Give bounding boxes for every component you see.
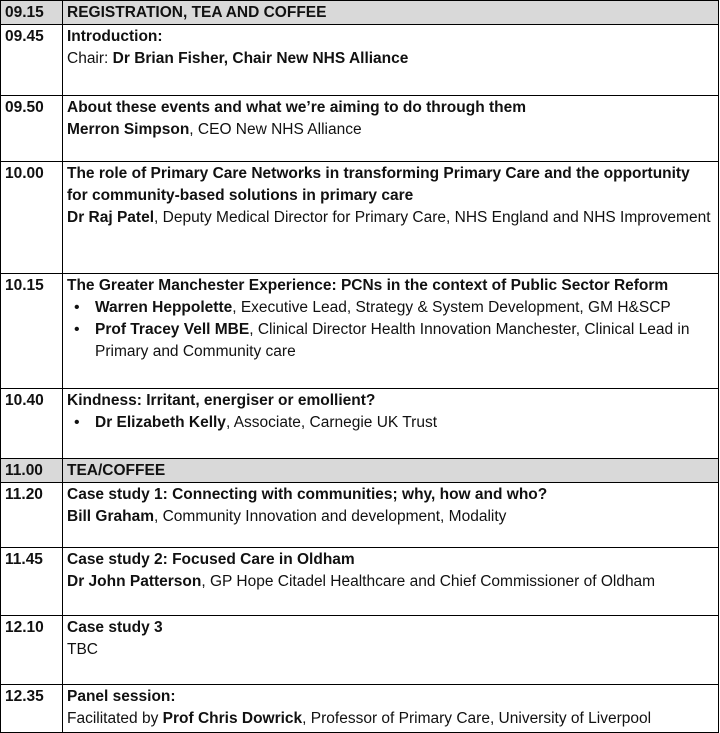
row-title: REGISTRATION, TEA AND COFFEE	[63, 1, 719, 25]
row-title: The Greater Manchester Experience: PCNs in the context of Public Sector Reform	[67, 277, 669, 294]
row-title: Panel session:	[67, 688, 176, 705]
speaker-list	[67, 297, 714, 363]
speaker-prefix: Facilitated by	[67, 710, 163, 727]
row-content	[63, 548, 719, 616]
row-title: TEA/COFFEE	[63, 459, 719, 483]
list-item	[91, 319, 714, 363]
speaker-name: Bill Graham	[67, 508, 154, 525]
agenda-row	[1, 389, 719, 459]
speaker-list	[67, 412, 714, 434]
speaker-role: , CEO New NHS Alliance	[189, 121, 362, 138]
speaker-role: , Executive Lead, Strategy & System Development, GM H&SCP	[232, 299, 671, 316]
row-time: 09.15	[1, 1, 63, 25]
speaker-line	[67, 119, 714, 141]
speaker-role: , Clinical Director Health Innovation Manchester, Clinical Lead in Primary and Community care	[95, 321, 690, 360]
speaker-name: Prof Tracey Vell MBE	[95, 321, 250, 338]
agenda-row	[1, 1, 719, 25]
speaker-role: , Associate, Carnegie UK Trust	[225, 414, 438, 431]
row-content	[63, 685, 719, 733]
row-content	[63, 616, 719, 685]
speaker-line	[67, 48, 714, 70]
agenda-row	[1, 616, 719, 685]
speaker-prefix: Chair:	[67, 50, 113, 67]
row-time: 12.10	[1, 616, 63, 685]
agenda-row	[1, 25, 719, 96]
agenda-row	[1, 274, 719, 389]
row-title: Case study 3	[67, 619, 163, 636]
row-time: 10.00	[1, 162, 63, 274]
speaker-name: Dr Elizabeth Kelly	[95, 414, 226, 431]
row-time: 11.00	[1, 459, 63, 483]
agenda-row	[1, 483, 719, 548]
row-title: About these events and what we’re aiming to do through them	[67, 99, 527, 116]
speaker-role: , GP Hope Citadel Healthcare and Chief Commissioner of Oldham	[201, 573, 656, 590]
row-content	[63, 389, 719, 459]
speaker-name: Warren Heppolette	[95, 299, 233, 316]
agenda-row	[1, 459, 719, 483]
speaker-line	[67, 571, 714, 593]
row-title: Case study 2: Focused Care in Oldham	[67, 551, 355, 568]
row-content	[63, 483, 719, 548]
row-time: 09.45	[1, 25, 63, 96]
speaker-name: Dr Raj Patel	[67, 209, 155, 226]
speaker-line	[67, 207, 714, 229]
row-time: 12.35	[1, 685, 63, 733]
row-time: 10.15	[1, 274, 63, 389]
speaker-role: , Deputy Medical Director for Primary Care, NHS England and NHS Improvement	[154, 209, 711, 226]
agenda-row	[1, 162, 719, 274]
agenda-row	[1, 96, 719, 162]
row-time: 11.45	[1, 548, 63, 616]
speaker-line	[67, 506, 714, 528]
row-time: 10.40	[1, 389, 63, 459]
row-time: 09.50	[1, 96, 63, 162]
speaker-role: , Professor of Primary Care, University of Liverpool	[302, 710, 652, 727]
row-title: Case study 1: Connecting with communities; why, how and who?	[67, 486, 548, 503]
row-content	[63, 96, 719, 162]
speaker-line	[67, 708, 714, 730]
row-title: The role of Primary Care Networks in transforming Primary Care and the opportunity for community-based solutions in primary care	[67, 165, 690, 204]
speaker-name: Prof Chris Dowrick	[162, 710, 303, 727]
row-time: 11.20	[1, 483, 63, 548]
agenda-row	[1, 685, 719, 733]
row-content	[63, 162, 719, 274]
row-content	[63, 25, 719, 96]
speaker-role: , Community Innovation and development, Modality	[154, 508, 507, 525]
row-title: Kindness: Irritant, energiser or emollient?	[67, 392, 376, 409]
row-content	[63, 274, 719, 389]
speaker-name: Dr Brian Fisher, Chair New NHS Alliance	[112, 50, 409, 67]
agenda-row	[1, 548, 719, 616]
list-item	[91, 412, 714, 434]
list-item	[91, 297, 714, 319]
speaker-name: Dr John Patterson	[67, 573, 202, 590]
speaker-line: TBC	[67, 641, 98, 658]
speaker-name: Merron Simpson	[67, 121, 190, 138]
row-title: Introduction:	[67, 28, 163, 45]
